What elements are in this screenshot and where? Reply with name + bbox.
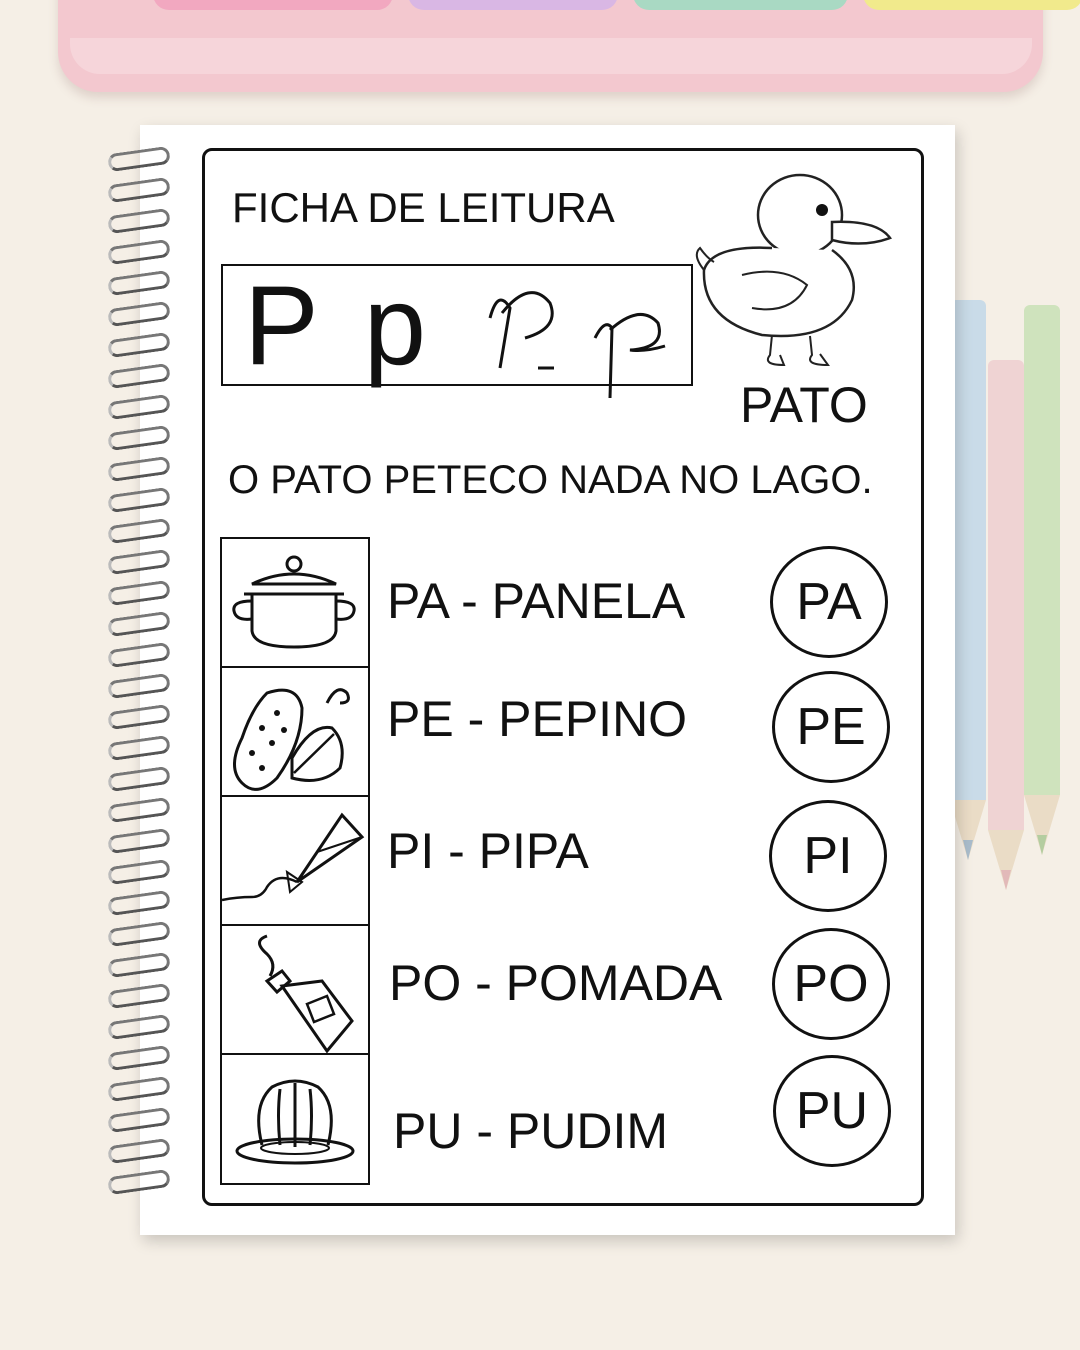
spiral-ring — [107, 797, 171, 823]
featured-word: PATO — [740, 377, 868, 433]
spiral-ring — [107, 146, 171, 172]
reading-sentence: O PATO PETECO NADA NO LAGO. — [228, 458, 873, 502]
spiral-ring — [107, 828, 171, 854]
spiral-ring — [107, 1107, 171, 1133]
pudim-icon — [222, 1055, 368, 1184]
print-letters: P p — [244, 263, 435, 388]
spiral-ring — [107, 394, 171, 420]
spiral-ring — [107, 1045, 171, 1071]
word-row-po: PO - POMADA — [389, 955, 723, 1011]
pink-pencil — [988, 360, 1024, 830]
pipa-icon — [222, 797, 368, 926]
yellow-cup — [863, 0, 1080, 10]
spiral-ring — [107, 1169, 171, 1195]
spiral-ring — [107, 177, 171, 203]
pomada-icon — [222, 926, 368, 1055]
panela-icon — [222, 539, 368, 668]
syllable-circle-pe: PE — [772, 671, 890, 783]
spiral-ring — [107, 301, 171, 327]
syllable-circle-pa: PA — [770, 546, 888, 658]
word-row-pa: PA - PANELA — [387, 573, 686, 629]
word-row-pi: PI - PIPA — [387, 823, 589, 879]
word-row-pe: PE - PEPINO — [387, 691, 688, 747]
worksheet-title: FICHA DE LEITURA — [232, 184, 615, 231]
word-row-pu: PU - PUDIM — [393, 1103, 668, 1159]
spiral-ring — [107, 611, 171, 637]
spiral-ring — [107, 735, 171, 761]
spiral-ring — [107, 239, 171, 265]
spiral-ring — [107, 487, 171, 513]
blue-pencil — [950, 300, 986, 800]
tray-lip — [70, 38, 1032, 74]
spiral-ring — [107, 890, 171, 916]
spiral-ring — [107, 921, 171, 947]
syllable-circle-po: PO — [772, 928, 890, 1040]
spiral-ring — [107, 1138, 171, 1164]
spiral-ring — [107, 952, 171, 978]
spiral-ring — [107, 518, 171, 544]
spiral-ring — [107, 549, 171, 575]
syllable-circle-pi: PI — [769, 800, 887, 912]
pepino-icon — [222, 668, 368, 797]
spiral-ring — [107, 859, 171, 885]
spiral-ring — [107, 766, 171, 792]
spiral-ring — [107, 425, 171, 451]
spiral-ring — [107, 704, 171, 730]
duck-icon — [692, 160, 892, 375]
spiral-ring — [107, 580, 171, 606]
spiral-ring — [107, 673, 171, 699]
spiral-ring — [107, 456, 171, 482]
spiral-ring — [107, 363, 171, 389]
picture-column — [220, 537, 370, 1185]
green-cup — [633, 0, 848, 10]
cursive-letters — [470, 268, 690, 408]
spiral-ring — [107, 270, 171, 296]
spiral-ring — [107, 332, 171, 358]
pink-cup — [153, 0, 393, 10]
spiral-ring — [107, 642, 171, 668]
spiral-ring — [107, 208, 171, 234]
green-pencil — [1024, 305, 1060, 795]
syllable-circle-pu: PU — [773, 1055, 891, 1167]
spiral-ring — [107, 1076, 171, 1102]
spiral-ring — [107, 1014, 171, 1040]
purple-cup — [408, 0, 618, 10]
spiral-ring — [107, 983, 171, 1009]
spiral-binding — [108, 150, 178, 1220]
